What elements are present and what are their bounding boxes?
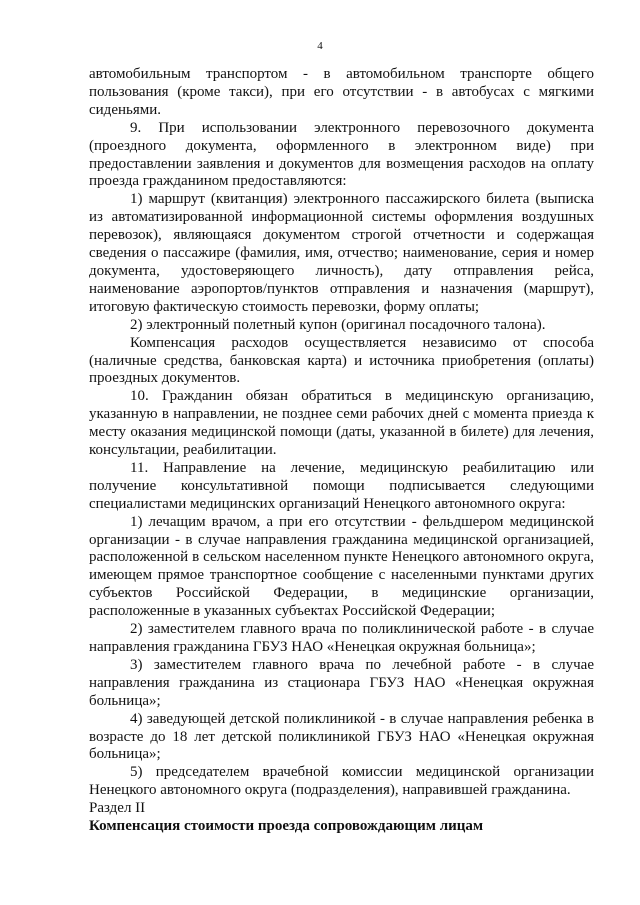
paragraph-item-11-4: 4) заведующей детской поликлиникой - в случае направления ребенка в возрасте до 18 лет детской поликлиникой ГБУЗ НАО «Ненецкая окружная больница»; [89, 710, 594, 763]
paragraph-item-10: 10. Гражданин обязан обратиться в медицинскую организацию, указанную в направлении, не позднее семи рабочих дней с момента приезда к месту оказания медицинской помощи (даты, указанной в билете) для лечения, консультации, реабилитации. [89, 388, 594, 459]
paragraph-compensation: Компенсация расходов осуществляется независимо от способа (наличные средства, банковская карта) и источника приобретения (оплаты) проездных документов. [89, 334, 594, 387]
paragraph-item-9: 9. При использовании электронного перевозочного документа (проездного документа, оформленного в электронном виде) при предоставлении заявления и документов для возмещения расходов на оплату проезда гражданином предоставляются: [89, 119, 594, 190]
section-title: Раздел II [89, 800, 146, 817]
page-number: 4 [317, 40, 323, 52]
paragraph-item-9-1: 1) маршрут (квитанция) электронного пассажирского билета (выписка из автоматизированной информационной системы оформления воздушных перевозок), являющаяся документом строгой отчетности и содержащая сведения о пассажире (фамилия, имя, отчество; наименование, серия и номер документа, удостоверяющего личность), дату отправления рейса, наименование аэропортов/пунктов отправления и назначения (маршрут), итоговую фактическую стоимость перевозки, форму оплаты; [89, 191, 594, 315]
paragraph-item-9-2: 2) электронный полетный купон (оригинал посадочного талона). [130, 316, 546, 333]
paragraph-item-11-2: 2) заместителем главного врача по поликлинической работе - в случае направления гражданина ГБУЗ НАО «Ненецкая окружная больница»; [89, 621, 594, 655]
paragraph-item-11-1: 1) лечащим врачом, а при его отсутствии - фельдшером медицинской организации - в случае направления гражданина медицинской организацией, расположенной в сельском населенном пункте Ненецкого автономного округа, имеющем прямое транспортное сообщение с населенными пунктами других субъектов Российской Федерации, в медицинские организации, расположенные в указанных субъектах Российской Федерации; [89, 513, 594, 620]
paragraph-1: автомобильным транспортом - в автомобильном транспорте общего пользования (кроме такси), при его отсутствии - в автобусах с мягкими сиденьями. [89, 66, 594, 118]
paragraph-item-11-3: 3) заместителем главного врача по лечебной работе - в случае направления гражданина из стационара ГБУЗ НАО «Ненецкая окружная больница»; [89, 656, 594, 709]
document-body [89, 66, 594, 836]
section-heading: Компенсация стоимости проезда сопровождающим лицам [89, 818, 484, 835]
paragraph-item-11-5: 5) председателем врачебной комиссии медицинской организации Ненецкого автономного округа (подразделения), направившей гражданина. [89, 764, 594, 799]
paragraph-item-11: 11. Направление на лечение, медицинскую реабилитацию или получение консультативной помощи подписывается следующими специалистами медицинских организаций Ненецкого автономного округа: [89, 459, 594, 512]
